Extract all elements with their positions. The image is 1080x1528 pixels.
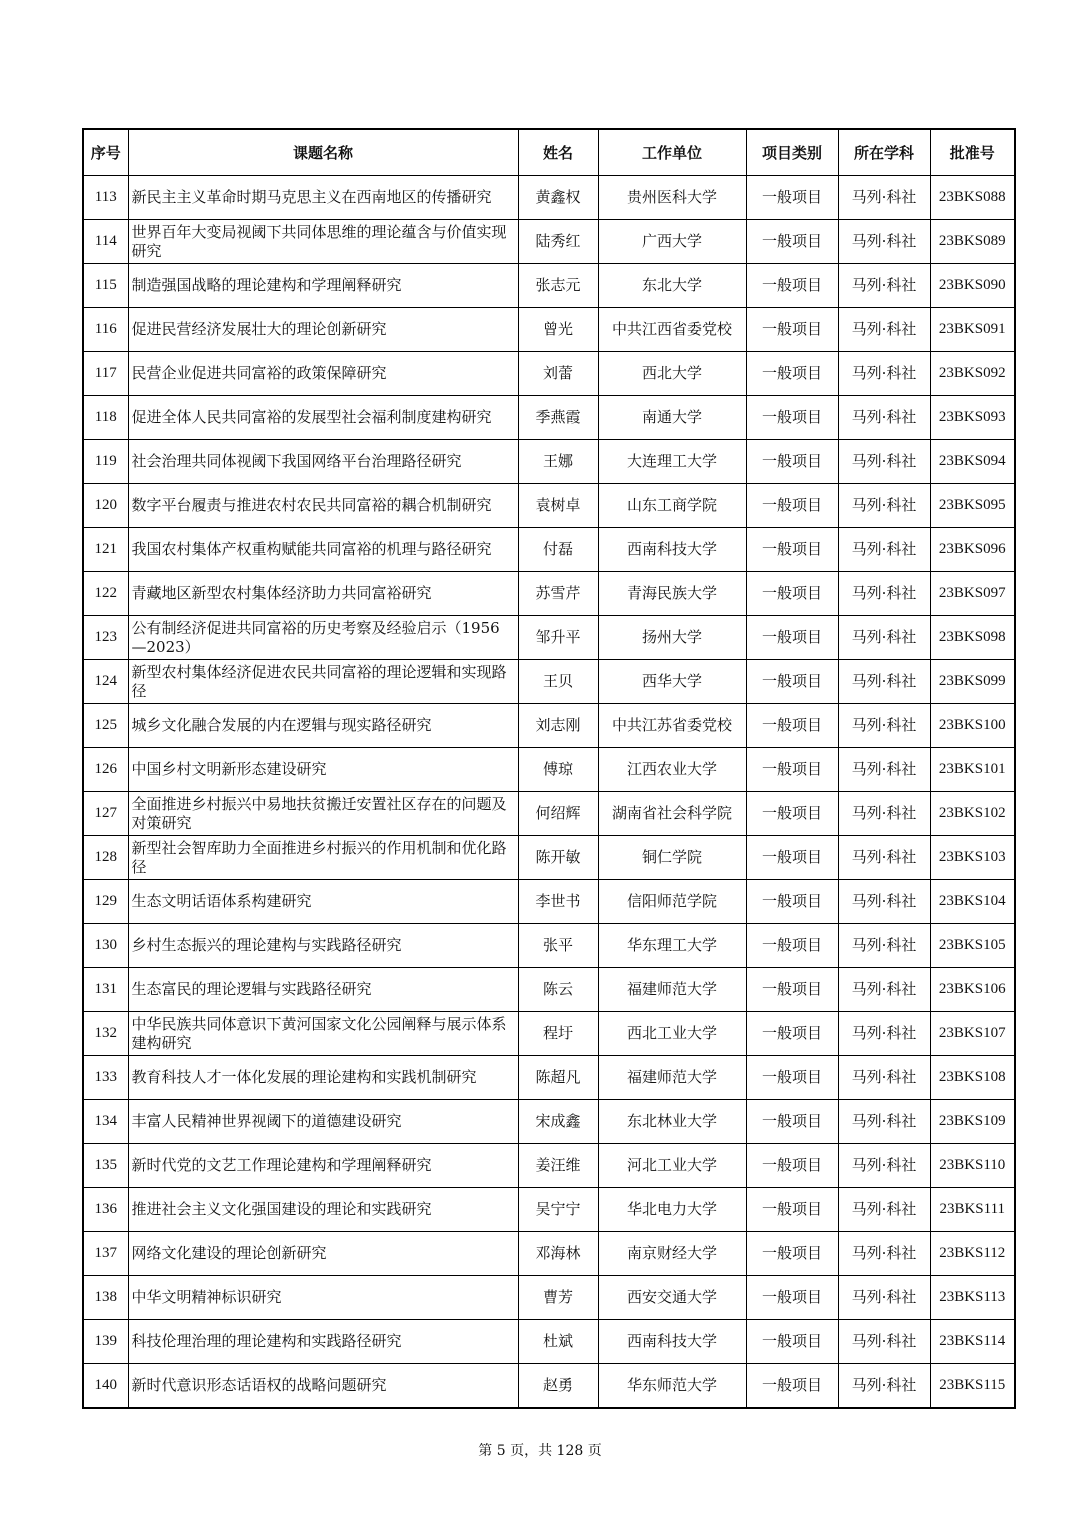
cell-title: 新型社会智库助力全面推进乡村振兴的作用机制和优化路径 xyxy=(128,836,518,880)
cell-affiliation: 江西农业大学 xyxy=(598,748,746,792)
table-row xyxy=(83,792,1015,836)
cell-affiliation: 湖南省社会科学院 xyxy=(598,792,746,836)
cell-name: 傅琼 xyxy=(518,748,598,792)
table-row xyxy=(83,660,1015,704)
cell-serial: 126 xyxy=(83,748,128,792)
cell-approval-no: 23BKS102 xyxy=(930,792,1015,836)
cell-name: 陈超凡 xyxy=(518,1056,598,1100)
cell-affiliation: 青海民族大学 xyxy=(598,572,746,616)
cell-title: 青藏地区新型农村集体经济助力共同富裕研究 xyxy=(128,572,518,616)
cell-serial: 133 xyxy=(83,1056,128,1100)
cell-serial: 115 xyxy=(83,264,128,308)
cell-serial: 124 xyxy=(83,660,128,704)
cell-discipline: 马列·科社 xyxy=(838,792,930,836)
table-row xyxy=(83,924,1015,968)
cell-category: 一般项目 xyxy=(746,836,838,880)
table-row xyxy=(83,264,1015,308)
table-row xyxy=(83,176,1015,220)
cell-discipline: 马列·科社 xyxy=(838,1232,930,1276)
cell-title: 新时代党的文艺工作理论建构和学理阐释研究 xyxy=(128,1144,518,1188)
table-row xyxy=(83,616,1015,660)
header-affiliation: 工作单位 xyxy=(598,129,746,176)
cell-serial: 138 xyxy=(83,1276,128,1320)
cell-category: 一般项目 xyxy=(746,1320,838,1364)
cell-name: 黄鑫权 xyxy=(518,176,598,220)
cell-affiliation: 中共江苏省委党校 xyxy=(598,704,746,748)
cell-title: 网络文化建设的理论创新研究 xyxy=(128,1232,518,1276)
cell-approval-no: 23BKS110 xyxy=(930,1144,1015,1188)
header-discipline: 所在学科 xyxy=(838,129,930,176)
table-row xyxy=(83,396,1015,440)
header-serial: 序号 xyxy=(83,129,128,176)
cell-serial: 134 xyxy=(83,1100,128,1144)
cell-name: 杜斌 xyxy=(518,1320,598,1364)
table-row xyxy=(83,1188,1015,1232)
table-row xyxy=(83,704,1015,748)
cell-category: 一般项目 xyxy=(746,968,838,1012)
cell-title: 公有制经济促进共同富裕的历史考察及经验启示（1956—2023） xyxy=(128,616,518,660)
cell-discipline: 马列·科社 xyxy=(838,1100,930,1144)
cell-serial: 125 xyxy=(83,704,128,748)
cell-approval-no: 23BKS111 xyxy=(930,1188,1015,1232)
cell-title: 社会治理共同体视阈下我国网络平台治理路径研究 xyxy=(128,440,518,484)
cell-name: 刘蕾 xyxy=(518,352,598,396)
cell-serial: 120 xyxy=(83,484,128,528)
cell-name: 陆秀红 xyxy=(518,220,598,264)
cell-title: 促进民营经济发展壮大的理论创新研究 xyxy=(128,308,518,352)
table-row xyxy=(83,308,1015,352)
cell-approval-no: 23BKS092 xyxy=(930,352,1015,396)
cell-category: 一般项目 xyxy=(746,1056,838,1100)
cell-category: 一般项目 xyxy=(746,484,838,528)
cell-serial: 127 xyxy=(83,792,128,836)
cell-discipline: 马列·科社 xyxy=(838,572,930,616)
cell-title: 我国农村集体产权重构赋能共同富裕的机理与路径研究 xyxy=(128,528,518,572)
cell-affiliation: 华东师范大学 xyxy=(598,1364,746,1409)
table-row xyxy=(83,1232,1015,1276)
cell-affiliation: 西安交通大学 xyxy=(598,1276,746,1320)
cell-discipline: 马列·科社 xyxy=(838,1320,930,1364)
cell-name: 程圩 xyxy=(518,1012,598,1056)
header-category: 项目类别 xyxy=(746,129,838,176)
cell-name: 陈开敏 xyxy=(518,836,598,880)
cell-approval-no: 23BKS107 xyxy=(930,1012,1015,1056)
cell-category: 一般项目 xyxy=(746,396,838,440)
cell-category: 一般项目 xyxy=(746,572,838,616)
cell-category: 一般项目 xyxy=(746,1144,838,1188)
table-row xyxy=(83,1276,1015,1320)
cell-name: 赵勇 xyxy=(518,1364,598,1409)
cell-category: 一般项目 xyxy=(746,1100,838,1144)
table-row xyxy=(83,1320,1015,1364)
cell-title: 民营企业促进共同富裕的政策保障研究 xyxy=(128,352,518,396)
cell-name: 袁树卓 xyxy=(518,484,598,528)
cell-title: 城乡文化融合发展的内在逻辑与现实路径研究 xyxy=(128,704,518,748)
header-approval-no: 批准号 xyxy=(930,129,1015,176)
cell-affiliation: 南京财经大学 xyxy=(598,1232,746,1276)
cell-affiliation: 西北大学 xyxy=(598,352,746,396)
table-row xyxy=(83,1100,1015,1144)
cell-approval-no: 23BKS093 xyxy=(930,396,1015,440)
table-row xyxy=(83,572,1015,616)
cell-category: 一般项目 xyxy=(746,1232,838,1276)
cell-affiliation: 西南科技大学 xyxy=(598,528,746,572)
cell-discipline: 马列·科社 xyxy=(838,660,930,704)
cell-serial: 121 xyxy=(83,528,128,572)
cell-title: 中华文明精神标识研究 xyxy=(128,1276,518,1320)
cell-name: 王贝 xyxy=(518,660,598,704)
cell-category: 一般项目 xyxy=(746,1188,838,1232)
cell-affiliation: 南通大学 xyxy=(598,396,746,440)
cell-serial: 114 xyxy=(83,220,128,264)
cell-title: 科技伦理治理的理论建构和实践路径研究 xyxy=(128,1320,518,1364)
cell-discipline: 马列·科社 xyxy=(838,748,930,792)
cell-discipline: 马列·科社 xyxy=(838,616,930,660)
cell-discipline: 马列·科社 xyxy=(838,1056,930,1100)
cell-discipline: 马列·科社 xyxy=(838,396,930,440)
cell-affiliation: 福建师范大学 xyxy=(598,1056,746,1100)
table-row xyxy=(83,1364,1015,1409)
table-row xyxy=(83,220,1015,264)
cell-serial: 128 xyxy=(83,836,128,880)
cell-serial: 136 xyxy=(83,1188,128,1232)
cell-discipline: 马列·科社 xyxy=(838,836,930,880)
cell-title: 乡村生态振兴的理论建构与实践路径研究 xyxy=(128,924,518,968)
cell-affiliation: 铜仁学院 xyxy=(598,836,746,880)
cell-title: 教育科技人才一体化发展的理论建构和实践机制研究 xyxy=(128,1056,518,1100)
cell-affiliation: 中共江西省委党校 xyxy=(598,308,746,352)
page-footer: 第 5 页，共 128 页 xyxy=(478,1443,602,1459)
cell-title: 生态文明话语体系构建研究 xyxy=(128,880,518,924)
cell-category: 一般项目 xyxy=(746,264,838,308)
cell-approval-no: 23BKS105 xyxy=(930,924,1015,968)
cell-discipline: 马列·科社 xyxy=(838,308,930,352)
cell-title: 促进全体人民共同富裕的发展型社会福利制度建构研究 xyxy=(128,396,518,440)
table-row xyxy=(83,880,1015,924)
cell-category: 一般项目 xyxy=(746,1364,838,1409)
cell-serial: 129 xyxy=(83,880,128,924)
cell-affiliation: 华东理工大学 xyxy=(598,924,746,968)
table-row xyxy=(83,528,1015,572)
cell-serial: 137 xyxy=(83,1232,128,1276)
cell-approval-no: 23BKS090 xyxy=(930,264,1015,308)
cell-discipline: 马列·科社 xyxy=(838,1012,930,1056)
cell-title: 中国乡村文明新形态建设研究 xyxy=(128,748,518,792)
cell-category: 一般项目 xyxy=(746,924,838,968)
cell-category: 一般项目 xyxy=(746,660,838,704)
cell-name: 邓海林 xyxy=(518,1232,598,1276)
cell-title: 世界百年大变局视阈下共同体思维的理论蕴含与价值实现研究 xyxy=(128,220,518,264)
table-header-row xyxy=(83,129,1015,176)
cell-serial: 116 xyxy=(83,308,128,352)
cell-name: 季燕霞 xyxy=(518,396,598,440)
cell-approval-no: 23BKS101 xyxy=(930,748,1015,792)
cell-serial: 118 xyxy=(83,396,128,440)
cell-name: 刘志刚 xyxy=(518,704,598,748)
table-row xyxy=(83,968,1015,1012)
cell-name: 付磊 xyxy=(518,528,598,572)
cell-affiliation: 福建师范大学 xyxy=(598,968,746,1012)
table-row xyxy=(83,484,1015,528)
cell-name: 姜汪维 xyxy=(518,1144,598,1188)
cell-name: 邹升平 xyxy=(518,616,598,660)
cell-name: 苏雪芹 xyxy=(518,572,598,616)
cell-serial: 117 xyxy=(83,352,128,396)
project-table-container xyxy=(82,128,1014,1409)
cell-title: 生态富民的理论逻辑与实践路径研究 xyxy=(128,968,518,1012)
cell-category: 一般项目 xyxy=(746,1012,838,1056)
cell-discipline: 马列·科社 xyxy=(838,924,930,968)
cell-discipline: 马列·科社 xyxy=(838,1144,930,1188)
cell-approval-no: 23BKS103 xyxy=(930,836,1015,880)
cell-approval-no: 23BKS106 xyxy=(930,968,1015,1012)
cell-title: 数字平台履责与推进农村农民共同富裕的耦合机制研究 xyxy=(128,484,518,528)
cell-name: 吴宁宁 xyxy=(518,1188,598,1232)
cell-serial: 113 xyxy=(83,176,128,220)
cell-approval-no: 23BKS108 xyxy=(930,1056,1015,1100)
cell-category: 一般项目 xyxy=(746,440,838,484)
cell-discipline: 马列·科社 xyxy=(838,880,930,924)
cell-category: 一般项目 xyxy=(746,792,838,836)
cell-approval-no: 23BKS109 xyxy=(930,1100,1015,1144)
cell-approval-no: 23BKS097 xyxy=(930,572,1015,616)
table-row xyxy=(83,440,1015,484)
cell-approval-no: 23BKS098 xyxy=(930,616,1015,660)
cell-approval-no: 23BKS114 xyxy=(930,1320,1015,1364)
cell-approval-no: 23BKS094 xyxy=(930,440,1015,484)
cell-serial: 139 xyxy=(83,1320,128,1364)
cell-category: 一般项目 xyxy=(746,880,838,924)
cell-name: 陈云 xyxy=(518,968,598,1012)
cell-category: 一般项目 xyxy=(746,1276,838,1320)
cell-serial: 132 xyxy=(83,1012,128,1056)
cell-discipline: 马列·科社 xyxy=(838,220,930,264)
cell-name: 曾光 xyxy=(518,308,598,352)
cell-affiliation: 扬州大学 xyxy=(598,616,746,660)
cell-name: 王娜 xyxy=(518,440,598,484)
table-row xyxy=(83,352,1015,396)
cell-title: 新型农村集体经济促进农民共同富裕的理论逻辑和实现路径 xyxy=(128,660,518,704)
cell-affiliation: 东北大学 xyxy=(598,264,746,308)
cell-serial: 135 xyxy=(83,1144,128,1188)
cell-affiliation: 西华大学 xyxy=(598,660,746,704)
cell-discipline: 马列·科社 xyxy=(838,352,930,396)
cell-title: 制造强国战略的理论建构和学理阐释研究 xyxy=(128,264,518,308)
cell-approval-no: 23BKS095 xyxy=(930,484,1015,528)
cell-discipline: 马列·科社 xyxy=(838,440,930,484)
cell-discipline: 马列·科社 xyxy=(838,1188,930,1232)
cell-serial: 131 xyxy=(83,968,128,1012)
cell-name: 曹芳 xyxy=(518,1276,598,1320)
cell-category: 一般项目 xyxy=(746,616,838,660)
cell-discipline: 马列·科社 xyxy=(838,704,930,748)
cell-category: 一般项目 xyxy=(746,308,838,352)
cell-name: 宋成鑫 xyxy=(518,1100,598,1144)
cell-category: 一般项目 xyxy=(746,704,838,748)
cell-affiliation: 西南科技大学 xyxy=(598,1320,746,1364)
table-body xyxy=(83,176,1015,1409)
cell-discipline: 马列·科社 xyxy=(838,1276,930,1320)
header-name: 姓名 xyxy=(518,129,598,176)
cell-approval-no: 23BKS112 xyxy=(930,1232,1015,1276)
cell-approval-no: 23BKS089 xyxy=(930,220,1015,264)
cell-title: 中华民族共同体意识下黄河国家文化公园阐释与展示体系建构研究 xyxy=(128,1012,518,1056)
cell-serial: 123 xyxy=(83,616,128,660)
table-row xyxy=(83,836,1015,880)
cell-approval-no: 23BKS115 xyxy=(930,1364,1015,1409)
cell-approval-no: 23BKS091 xyxy=(930,308,1015,352)
cell-discipline: 马列·科社 xyxy=(838,1364,930,1409)
table-row xyxy=(83,1012,1015,1056)
cell-approval-no: 23BKS096 xyxy=(930,528,1015,572)
cell-discipline: 马列·科社 xyxy=(838,528,930,572)
cell-affiliation: 大连理工大学 xyxy=(598,440,746,484)
header-title: 课题名称 xyxy=(128,129,518,176)
cell-approval-no: 23BKS113 xyxy=(930,1276,1015,1320)
cell-affiliation: 西北工业大学 xyxy=(598,1012,746,1056)
cell-discipline: 马列·科社 xyxy=(838,484,930,528)
cell-name: 何绍辉 xyxy=(518,792,598,836)
cell-title: 新民主主义革命时期马克思主义在西南地区的传播研究 xyxy=(128,176,518,220)
cell-name: 张平 xyxy=(518,924,598,968)
cell-category: 一般项目 xyxy=(746,528,838,572)
cell-serial: 140 xyxy=(83,1364,128,1409)
cell-serial: 122 xyxy=(83,572,128,616)
cell-category: 一般项目 xyxy=(746,352,838,396)
cell-approval-no: 23BKS104 xyxy=(930,880,1015,924)
cell-affiliation: 东北林业大学 xyxy=(598,1100,746,1144)
cell-title: 新时代意识形态话语权的战略问题研究 xyxy=(128,1364,518,1409)
cell-discipline: 马列·科社 xyxy=(838,176,930,220)
cell-title: 全面推进乡村振兴中易地扶贫搬迁安置社区存在的问题及对策研究 xyxy=(128,792,518,836)
table-row xyxy=(83,748,1015,792)
cell-affiliation: 山东工商学院 xyxy=(598,484,746,528)
cell-affiliation: 河北工业大学 xyxy=(598,1144,746,1188)
cell-name: 张志元 xyxy=(518,264,598,308)
cell-discipline: 马列·科社 xyxy=(838,264,930,308)
table-row xyxy=(83,1144,1015,1188)
cell-category: 一般项目 xyxy=(746,220,838,264)
project-table xyxy=(82,128,1016,1409)
cell-category: 一般项目 xyxy=(746,748,838,792)
cell-title: 推进社会主义文化强国建设的理论和实践研究 xyxy=(128,1188,518,1232)
cell-affiliation: 贵州医科大学 xyxy=(598,176,746,220)
table-row xyxy=(83,1056,1015,1100)
cell-title: 丰富人民精神世界视阈下的道德建设研究 xyxy=(128,1100,518,1144)
cell-affiliation: 华北电力大学 xyxy=(598,1188,746,1232)
cell-approval-no: 23BKS100 xyxy=(930,704,1015,748)
cell-serial: 119 xyxy=(83,440,128,484)
cell-name: 李世书 xyxy=(518,880,598,924)
cell-serial: 130 xyxy=(83,924,128,968)
cell-category: 一般项目 xyxy=(746,176,838,220)
cell-affiliation: 广西大学 xyxy=(598,220,746,264)
cell-affiliation: 信阳师范学院 xyxy=(598,880,746,924)
cell-approval-no: 23BKS099 xyxy=(930,660,1015,704)
cell-approval-no: 23BKS088 xyxy=(930,176,1015,220)
cell-discipline: 马列·科社 xyxy=(838,968,930,1012)
